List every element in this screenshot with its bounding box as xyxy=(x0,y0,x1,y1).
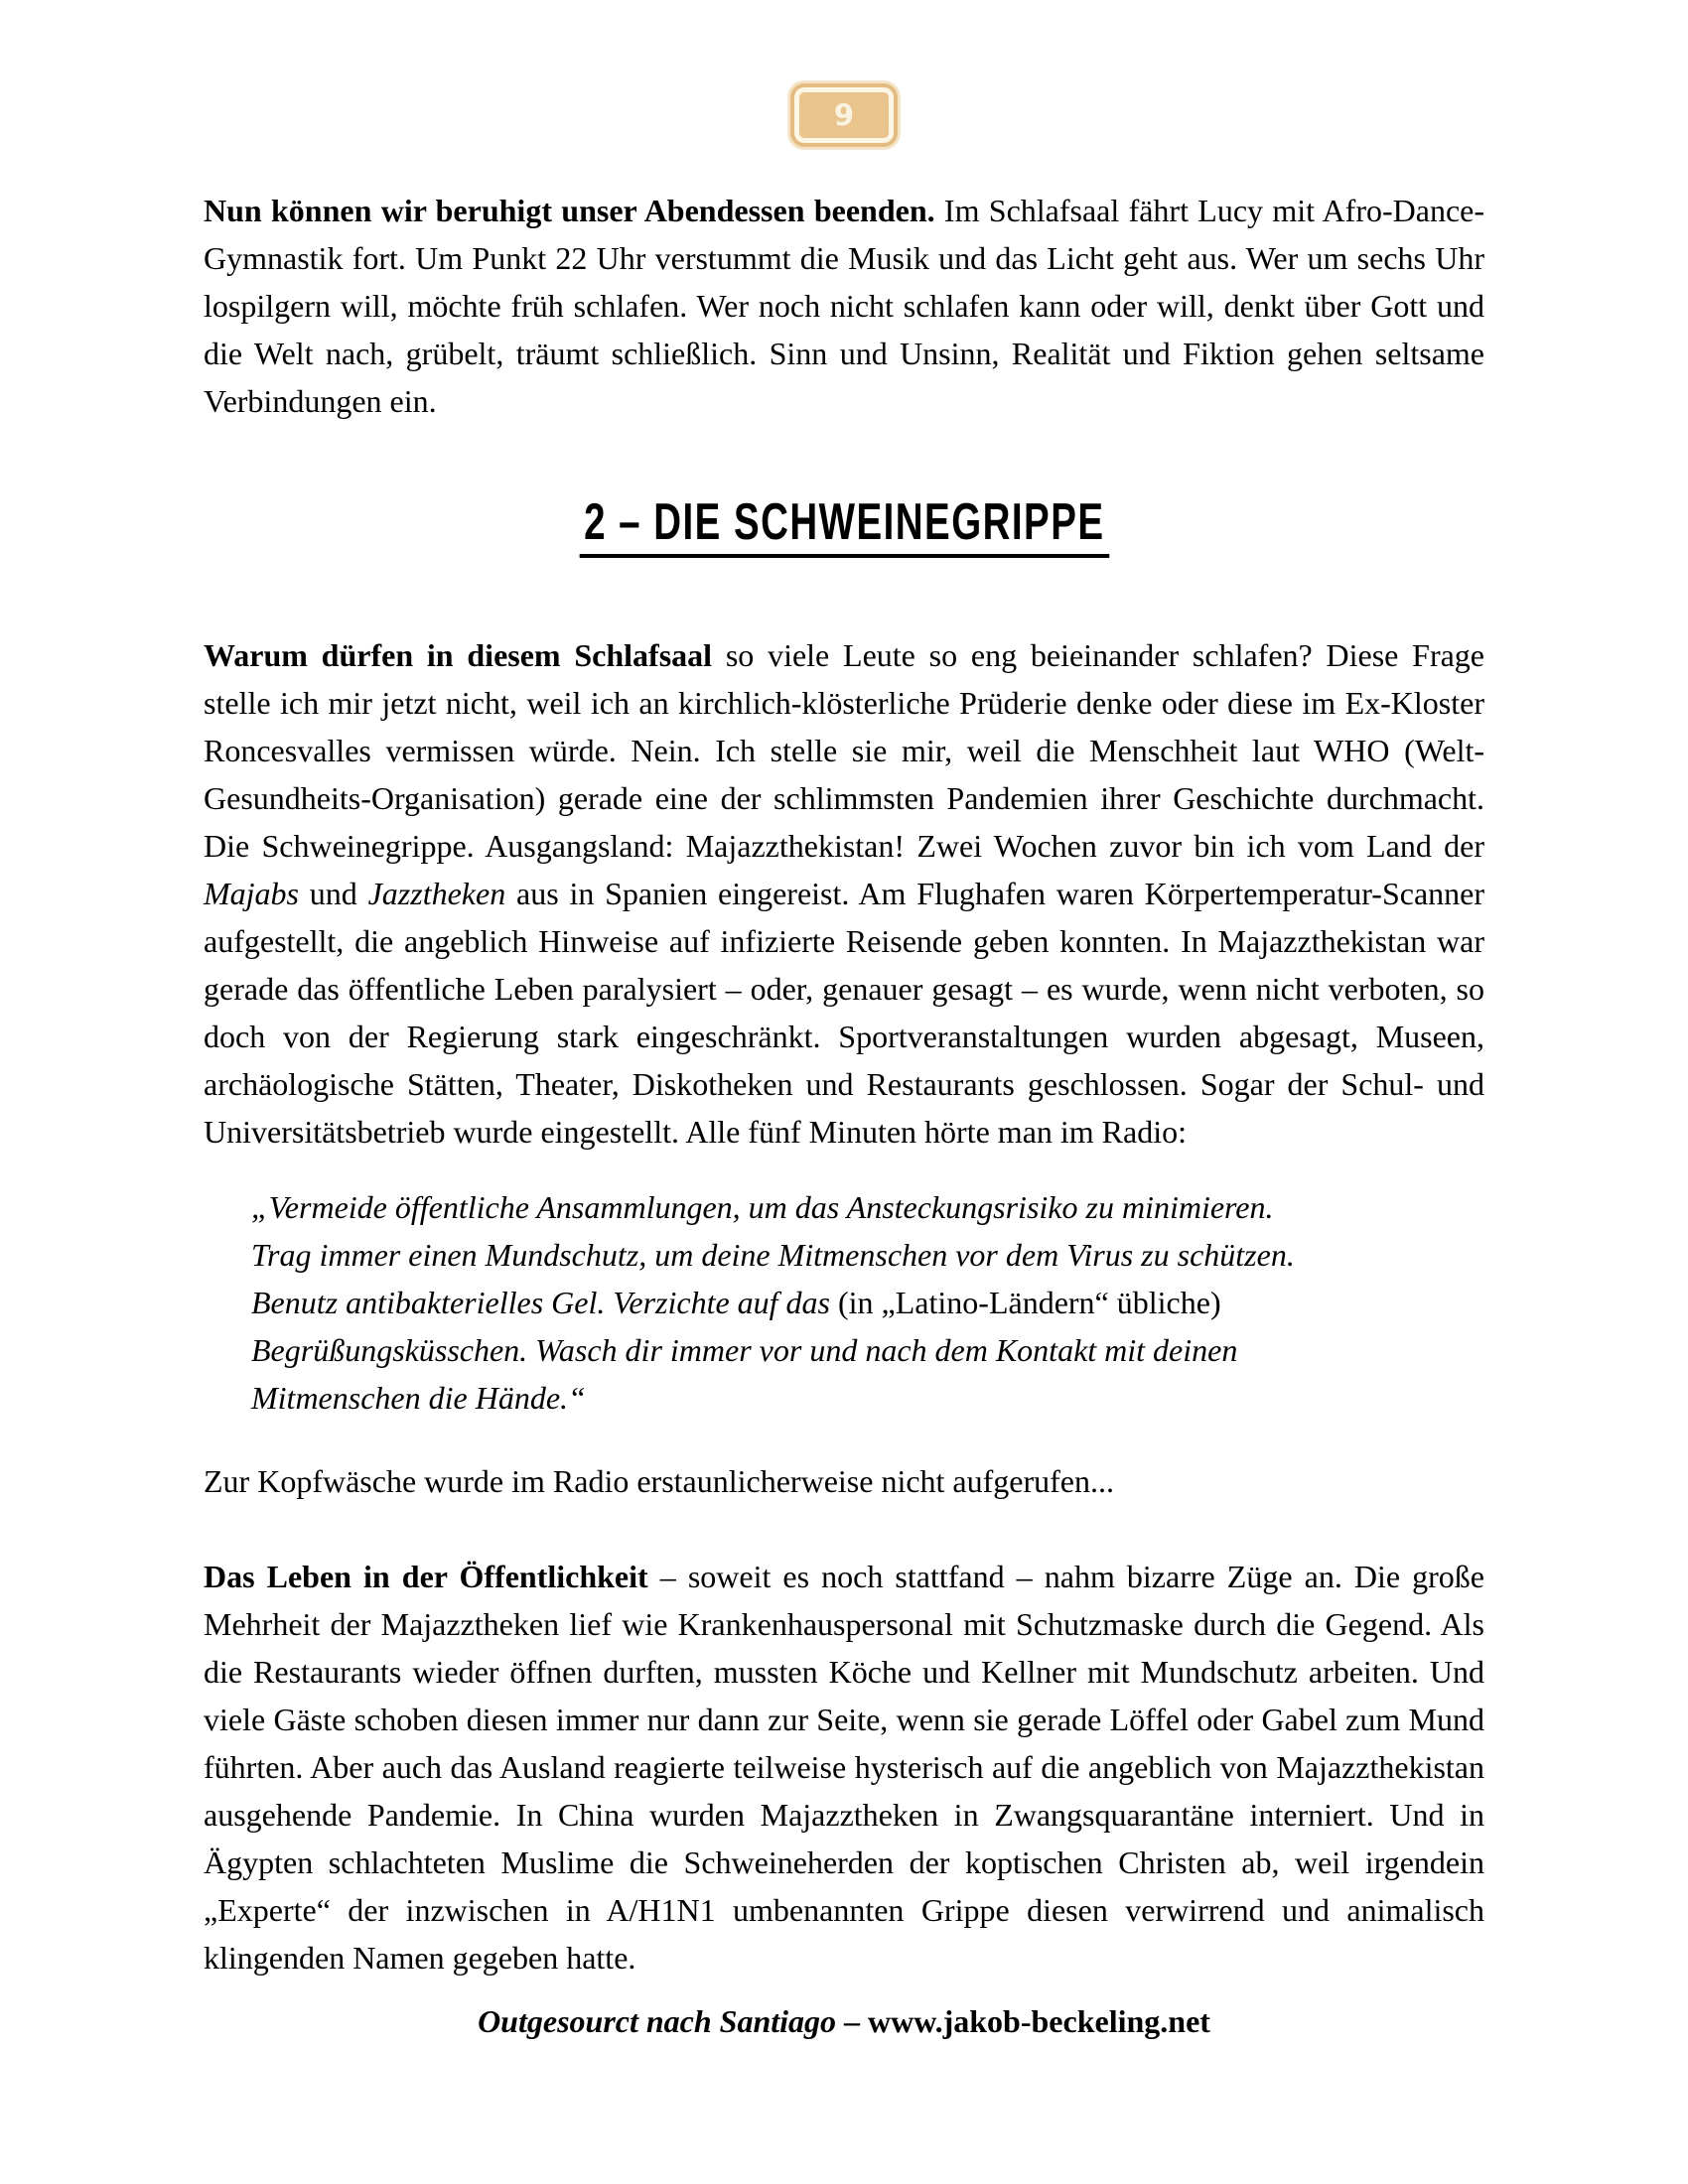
quote-line xyxy=(251,1326,1425,1374)
page-footer xyxy=(204,1997,1484,2045)
text-run: Outgesourct nach Santiago xyxy=(478,2003,837,2039)
page-number-badge xyxy=(790,83,898,147)
text-run: Das Leben in der Öffentlichkeit xyxy=(204,1559,648,1594)
quote-line xyxy=(251,1183,1425,1231)
text-run: so viele Leute so eng beieinander schlafen? Diese Frage stelle ich mir jetzt nicht, weil ich an kirchlich-klösterliche Prüderie denke oder diese im Ex-Kloster Roncesvalles vermissen würde. Nein. Ich stelle sie mir, weil die Menschheit laut WHO (Welt-Gesundheits-Organisation) gerade eine der schlimmsten Pandemien ihrer Geschichte durchmacht. Die Schweinegrippe. Ausgangsland: Majazzthekistan! Zwei Wochen zuvor bin ich vom Land der xyxy=(204,637,1484,864)
page-number: 9 xyxy=(833,98,855,132)
text-run: aus in Spanien eingereist. Am Flughafen waren Körpertemperatur-Scanner aufgestellt, die angeblich Hinweise auf infizierte Reisende geben konnten. In Majazzthekistan war gerade das öffentliche Leben paralysiert – oder, genauer gesagt – es wurde, wenn nicht verboten, so doch von der Regierung stark eingeschränkt. Sportveranstaltungen wurden abgesagt, Museen, archäologische Stätten, Theater, Diskotheken und Restaurants geschlossen. Sogar der Schul- und Universitätsbetrieb wurde eingestellt. Alle fünf Minuten hörte man im Radio: xyxy=(204,876,1485,1150)
paragraph-abendessen xyxy=(204,187,1484,425)
text-run: Begrüßungsküsschen. Wasch dir immer vor und nach dem Kontakt mit deinen xyxy=(251,1332,1238,1368)
paragraph-oeffentlichkeit xyxy=(204,1553,1484,1981)
text-run: Jazztheken xyxy=(367,876,506,911)
text-run: – xyxy=(836,2003,869,2039)
text-run: Majabs xyxy=(204,876,299,911)
text-run: www.jakob-beckeling.net xyxy=(868,2003,1210,2039)
text-run: – soweit es noch stattfand – nahm bizarre Züge an. Die große Mehrheit der Majazztheken lief wie Krankenhauspersonal mit Schutzmaske durch die Gegend. Als die Restaurants wieder öffnen durften, mussten Köche und Kellner mit Mundschutz arbeiten. Und viele Gäste schoben diesen immer nur dann zur Seite, wenn sie gerade Löffel oder Gabel zum Mund führten. Aber auch das Ausland reagierte teilweise hysterisch auf die angeblich von Majazzthekistan ausgehende Pandemie. In China wurden Majazztheken in Zwangsquarantäne interniert. Und in Ägypten schlachteten Muslime die Schweineherden der koptischen Christen ab, weil irgendein „Experte“ der inzwischen in A/H1N1 umbenannten Grippe diesen verwirrend und animalisch klingenden Namen gegeben hatte. xyxy=(204,1559,1485,1976)
text-run: Zur Kopfwäsche wurde im Radio erstaunlicherweise nicht aufgerufen... xyxy=(204,1463,1114,1499)
radio-quote-block xyxy=(251,1183,1425,1422)
text-run: Trag immer einen Mundschutz, um deine Mitmenschen vor dem Virus zu schützen. xyxy=(251,1237,1295,1273)
quote-line xyxy=(251,1231,1425,1279)
chapter-heading: 2 – DIE SCHWEINEGRIPPE xyxy=(579,494,1108,558)
text-run: Warum dürfen in diesem Schlafsaal xyxy=(204,637,713,673)
text-run: Benutz antibakterielles Gel. Verzichte auf das xyxy=(251,1285,838,1320)
quote-line xyxy=(251,1279,1425,1326)
text-run: und xyxy=(299,876,368,911)
text-run: Nun können wir beruhigt unser Abendessen beenden. xyxy=(204,193,935,228)
quote-line xyxy=(251,1374,1425,1422)
paragraph-kopfwaesche xyxy=(204,1457,1484,1505)
page-number-badge-row xyxy=(204,83,1484,147)
text-run: „Vermeide öffentliche Ansammlungen, um das Ansteckungsrisiko zu minimieren. xyxy=(251,1189,1274,1225)
paragraph-schlafsaal xyxy=(204,631,1484,1156)
text-run: Mitmenschen die Hände.“ xyxy=(251,1380,586,1416)
text-run: (in „Latino-Ländern“ übliche) xyxy=(838,1285,1221,1320)
text-run: Im Schlafsaal fährt Lucy mit Afro-Dance-Gymnastik fort. Um Punkt 22 Uhr verstummt die Musik und das Licht geht aus. Wer um sechs Uhr lospilgern will, möchte früh schlafen. Wer noch nicht schlafen kann oder will, denkt über Gott und die Welt nach, grübelt, träumt schließlich. Sinn und Unsinn, Realität und Fiktion gehen seltsame Verbindungen ein. xyxy=(204,193,1484,419)
chapter-heading-row xyxy=(204,494,1484,558)
